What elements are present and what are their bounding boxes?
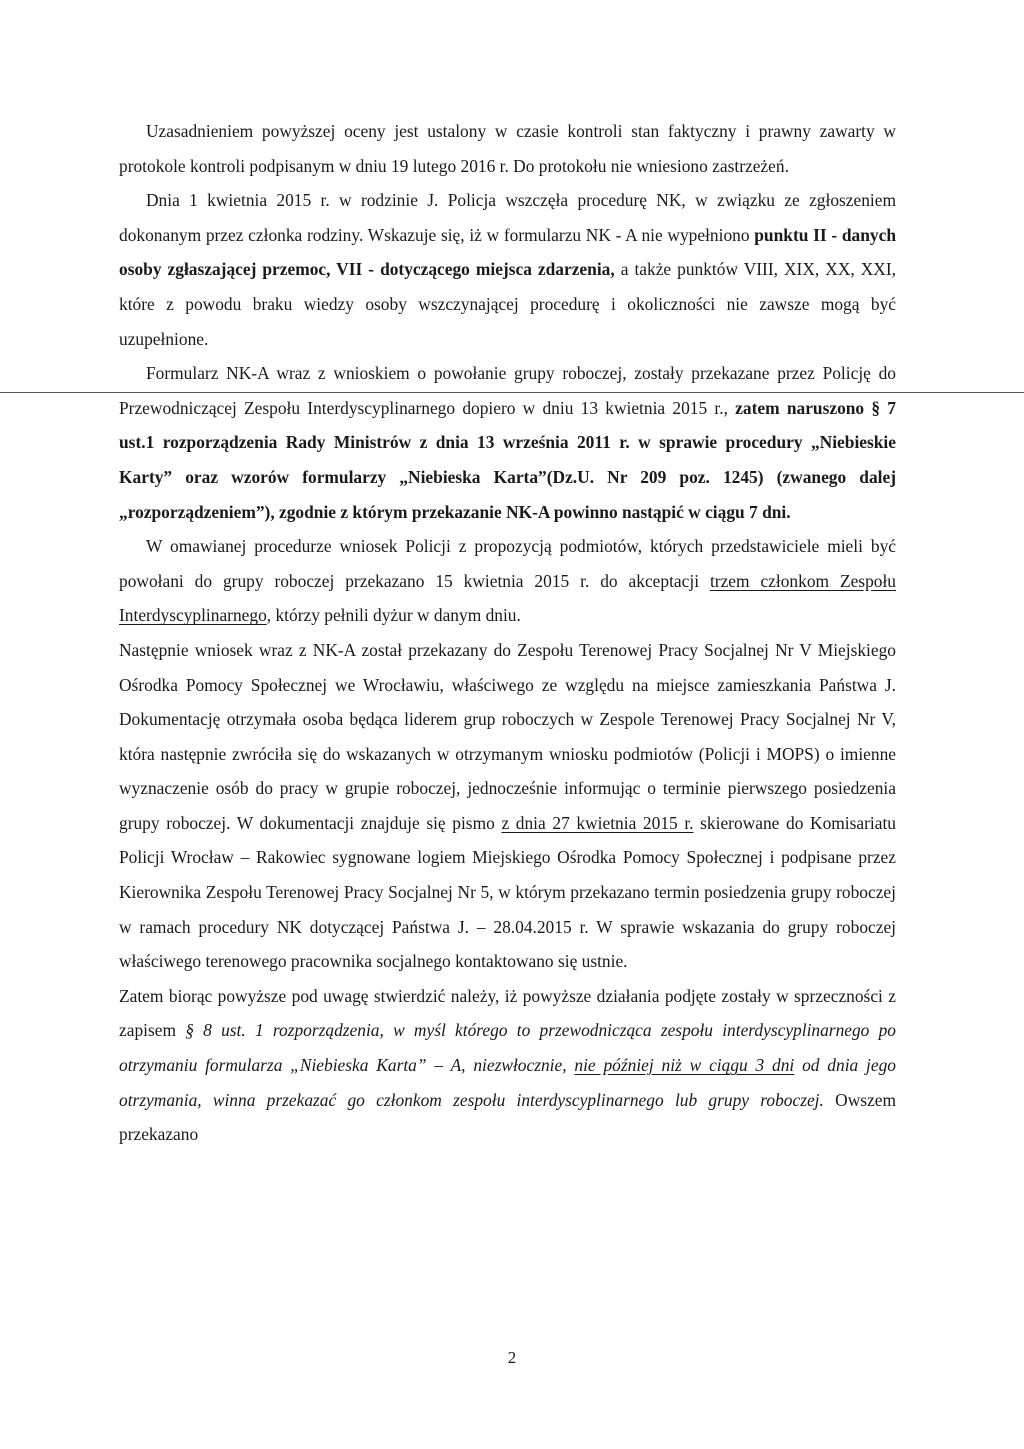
text-segment: Owszem przekazano xyxy=(119,1089,896,1145)
text-segment: a także punktów VIII, XIX, XX, XXI, które z powodu braku wiedzy osoby wszczynającej procedurę i okoliczności nie zawsze mogą być uzupełnione. xyxy=(119,259,896,349)
paragraph-working-group xyxy=(119,633,896,979)
paragraph-form-transfer xyxy=(119,356,896,529)
text-segment: punktu II - danych osoby zgłaszającej przemoc, VII - dotyczącego miejsca zdarzenia, xyxy=(119,224,896,280)
text-segment: Dnia 1 kwietnia 2015 r. w rodzinie J. Policja wszczęła procedurę NK, w związku ze zgłoszeniem dokonanym przez członka rodziny. Wskazuje się, iż w formularzu NK - A nie wypełniono xyxy=(119,190,896,245)
text-segment: nie później niż w ciągu 3 dni xyxy=(574,1055,795,1076)
text-segment: skierowane do Komisariatu Policji Wrocław – Rakowiec sygnowane logiem Miejskiego Ośrodka Pomocy Społecznej i podpisane przez Kierownika Zespołu Terenowej Pracy Socjalnej Nr 5, w którym przekazano termin posiedzenia grupy roboczej w ramach procedury NK dotyczącej Państwa J. – 28.04.2015 r. W sprawie wskazania do grupy roboczej właściwego terenowego pracownika socjalnego kontaktowano się ustnie. xyxy=(119,812,896,972)
text-segment: z dnia 27 kwietnia 2015 r. xyxy=(501,812,694,833)
text-segment: W omawianej procedurze wniosek Policji z propozycją podmiotów, których przedstawiciele mieli być powołani do grupy roboczej przekazano 15 kwietnia 2015 r. do akceptacji xyxy=(119,536,896,591)
text-segment: zatem naruszono § 7 ust.1 rozporządzenia Rady Ministrów z dnia 13 września 2011 r. w sprawie procedury „Niebieskie Karty” oraz wzorów formularzy „Niebieska Karta”(Dz.U. Nr 209 poz. 1245) (zwanego dalej „rozporządzeniem”), zgodnie z którym przekazanie NK-A powinno nastąpić w ciągu 7 dni. xyxy=(119,397,896,522)
text-segment: trzem członkom Zespołu Interdyscyplinarnego xyxy=(119,570,896,626)
document-body xyxy=(119,114,896,1152)
text-segment: Zatem biorąc powyższe pod uwagę stwierdzić należy, iż powyższe działania podjęte zostały w sprzeczności z zapisem xyxy=(119,985,896,1041)
paragraph-procedure-start xyxy=(119,183,896,356)
text-segment: § 8 ust. 1 rozporządzenia, w myśl którego to przewodnicząca zespołu interdyscyplinarnego po otrzymaniu formularza „Niebieska Karta” – A, niezwłocznie, xyxy=(119,1020,896,1076)
text-segment: , którzy pełnili dyżur w danym dniu. xyxy=(266,605,521,626)
paragraph-conclusion xyxy=(119,979,896,1152)
page-number: 2 xyxy=(507,1348,517,1367)
paragraph-justification xyxy=(119,114,896,183)
text-segment: Formularz NK-A wraz z wnioskiem o powołanie grupy roboczej, zostały przekazane przez Policję do Przewodniczącej Zespołu Interdyscyplinarnego dopiero w dniu 13 kwietnia 2015 r., xyxy=(119,363,896,418)
paragraph-police-request xyxy=(119,529,896,633)
text-segment: Następnie wniosek wraz z NK-A został przekazany do Zespołu Terenowej Pracy Socjalnej Nr V Miejskiego Ośrodka Pomocy Społecznej we Wrocławiu, właściwego ze względu na miejsce zamieszkania Państwa J. Dokumentację otrzymała osoba będąca liderem grup roboczych w Zespole Terenowej Pracy Socjalnej Nr V, która następnie zwróciła się do wskazanych w otrzymanym wniosku podmiotów (Policji i MOPS) o imienne wyznaczenie osób do pracy w grupie roboczej, jednocześnie informując o terminie pierwszego posiedzenia grupy roboczej. W dokumentacji znajduje się pismo xyxy=(119,639,896,833)
text-segment: od dnia jego otrzymania, winna przekazać go członkom zespołu interdyscyplinarnego lub grupy roboczej. xyxy=(119,1055,896,1110)
text-segment: Uzasadnieniem powyższej oceny jest ustalony w czasie kontroli stan faktyczny i prawny zawarty w protokole kontroli podpisanym w dniu 19 lutego 2016 r. Do protokołu nie wniesiono zastrzeżeń. xyxy=(119,121,896,176)
